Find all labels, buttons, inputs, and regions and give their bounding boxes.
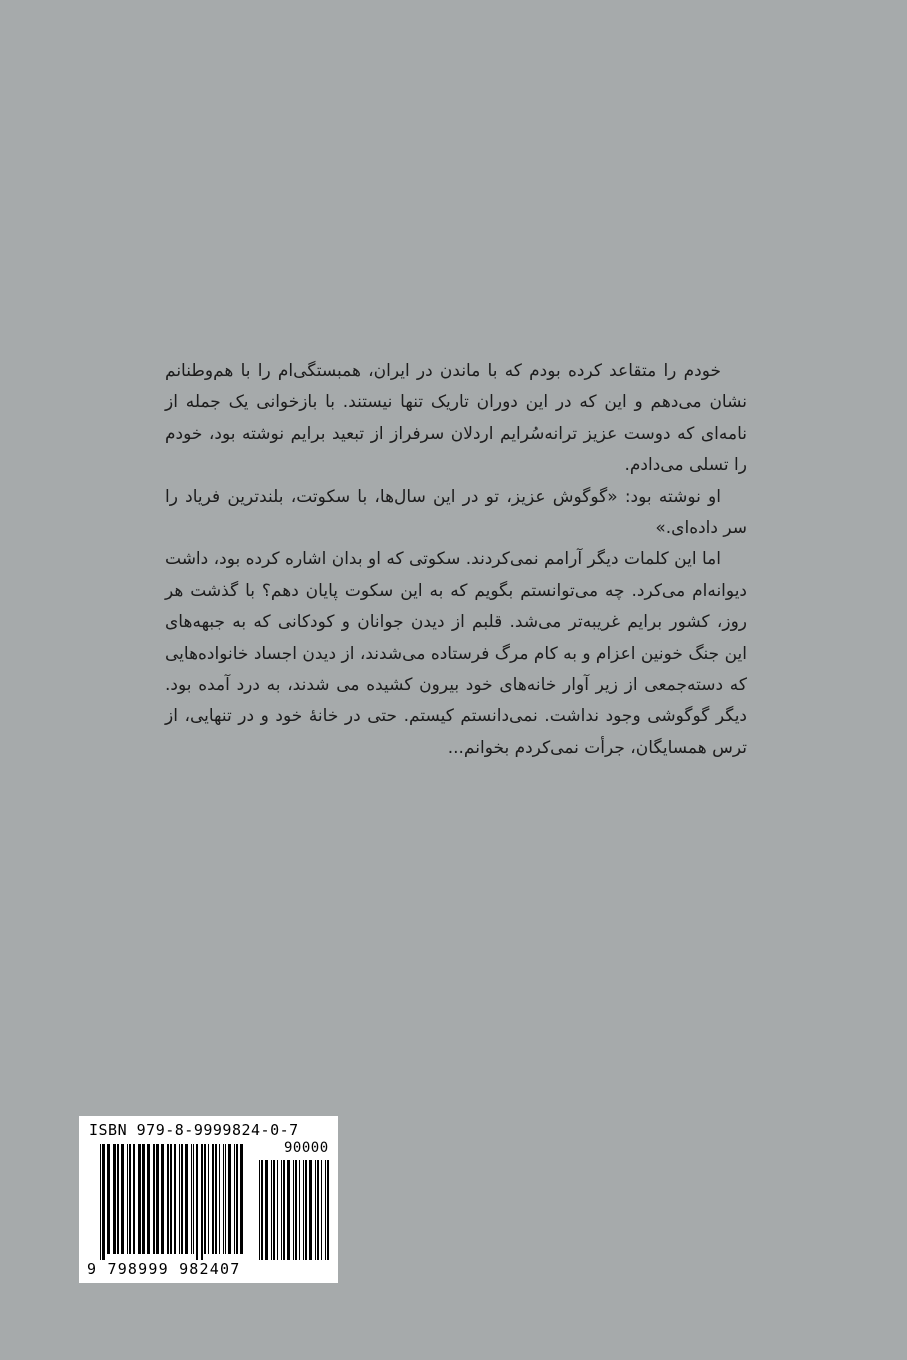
barcode-bar <box>181 1144 183 1254</box>
barcode-bar <box>156 1144 159 1254</box>
barcode-bar <box>261 1160 263 1260</box>
barcode-bar <box>299 1160 300 1260</box>
barcode-bar <box>170 1144 172 1254</box>
barcode-bar <box>179 1144 180 1254</box>
barcode-bar <box>317 1160 319 1260</box>
barcode-bar <box>271 1160 272 1260</box>
barcode-bar <box>305 1160 307 1260</box>
barcode-bar <box>259 1160 260 1260</box>
barcode-bar <box>133 1144 135 1254</box>
barcode-bar <box>215 1144 217 1254</box>
barcode-bar <box>327 1160 329 1260</box>
barcode-bar <box>212 1144 214 1254</box>
barcode-bar <box>228 1144 231 1254</box>
ean-digits: 9 798999 982407 <box>87 1260 241 1278</box>
barcode-label <box>79 1116 338 1283</box>
barcode-bar <box>196 1144 198 1260</box>
barcode-bar <box>295 1160 297 1260</box>
barcode-bar <box>161 1144 164 1254</box>
barcode-bar <box>273 1160 275 1260</box>
barcode-bar <box>100 1144 101 1260</box>
barcode-bar <box>293 1160 294 1260</box>
barcode-bar <box>208 1144 209 1254</box>
barcode-bar <box>283 1160 285 1260</box>
barcode-bar <box>315 1160 316 1260</box>
barcode-bar <box>309 1160 312 1260</box>
barcode-bar <box>277 1160 278 1260</box>
barcode-bar <box>236 1144 238 1254</box>
barcode-bar <box>167 1144 169 1254</box>
barcode-bar <box>325 1160 326 1260</box>
barcode-bar <box>204 1144 206 1254</box>
barcode-bar <box>265 1160 268 1260</box>
barcode-bar <box>201 1144 203 1260</box>
barcode-bar <box>153 1144 155 1254</box>
paragraph-1: خودم را متقاعد کرده بودم که با ماندن در ایران، همبستگی‌ام را با هم‌وطنانم نشان می‌دهم و این که در این دوران تاریک تنها نیستند. با بازخوانی یک جمله از نامه‌ای که دوست عزیز ترانه‌سُرایم اردلان سرفراز از تبعید برایم نوشته بود، خودم را تسلی می‌دادم. <box>165 361 747 476</box>
barcode-bar <box>129 1144 131 1254</box>
back-cover-text <box>165 356 747 764</box>
barcode-bar <box>225 1144 226 1254</box>
barcode-bar <box>147 1144 150 1254</box>
barcode-bar <box>281 1160 282 1260</box>
barcode-bar <box>138 1144 141 1254</box>
barcode-bar <box>107 1144 110 1254</box>
isbn-text: ISBN 979-8-9999824-0-7 <box>89 1121 299 1139</box>
barcode-bar <box>223 1144 224 1254</box>
barcode-bar <box>287 1160 290 1260</box>
barcode-bar <box>240 1144 243 1254</box>
paragraph-3: اما این کلمات دیگر آرامم نمی‌کردند. سکوتی که او بدان اشاره کرده بود، داشت دیوانه‌ام می‌کرد. چه می‌توانستم بگویم که به این سکوت پایان دهم؟ با گذشت هر روز، کشور برایم غریبه‌تر می‌شد. قلبم از دیدن جوانان و کودکانی که به جبهه‌های این جنگ خونین اعزام و به کام مرگ فرستاده می‌شدند، از دیدن اجساد خانواده‌هایی که دسته‌جمعی از زیر آوار خانه‌های خود بیرون کشیده می شدند، به درد آمده بود. دیگر گوگوشی وجود نداشت. نمی‌دانستم کیستم. حتی در خانهٔ خود و در تنهایی، از ترس همسایگان، جرأت نمی‌کردم بخوانم... <box>164 549 747 758</box>
paragraph-2: او نوشته بود: «گوگوش عزیز، تو در این سال‌ها، با سکوتت، بلندترین فریاد را سر داده‌ای.» <box>165 486 747 539</box>
barcode-bar <box>127 1144 128 1254</box>
barcode-bar <box>321 1160 322 1260</box>
barcode-bar <box>113 1144 116 1254</box>
barcode-bar <box>191 1144 192 1254</box>
barcode-bar <box>121 1144 124 1254</box>
barcode-bar <box>117 1144 119 1254</box>
price-code: 90000 <box>284 1140 329 1156</box>
barcode-bar <box>234 1144 235 1254</box>
barcode-bar <box>303 1160 304 1260</box>
barcode-bar <box>193 1144 194 1254</box>
barcode-bar <box>174 1144 176 1254</box>
barcode-bar <box>219 1144 220 1254</box>
barcode-bar <box>102 1144 105 1260</box>
barcode-bar <box>142 1144 145 1254</box>
barcode-bar <box>185 1144 188 1254</box>
